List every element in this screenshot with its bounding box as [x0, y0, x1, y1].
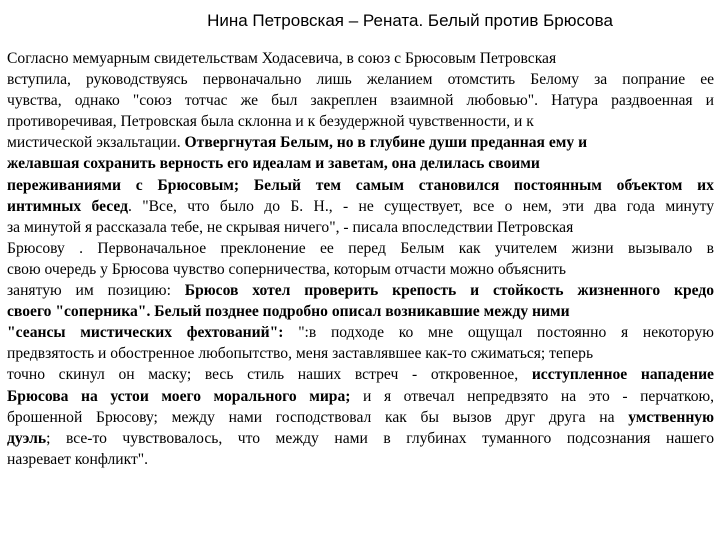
text-line — [7, 407, 714, 428]
text-segment: предвзятость и обостренное любопытство, меня заставлявшее как-то сжиматься; теперь — [7, 345, 594, 363]
slide-title: Нина Петровская – Рената. Белый против Брюсова — [207, 11, 613, 30]
text-line — [7, 259, 714, 280]
text-segment: и я отвечал непредвзято на это - перчаткою, — [350, 387, 714, 405]
bold-text-segment: Брюсов хотел проверить крепость и стойкость жизненного кредо — [184, 282, 714, 300]
text-segment: чувства, однако "союз тотчас же был закреплен взаимной любовью". Натура раздвоенная и — [7, 92, 714, 110]
text-line — [7, 449, 714, 470]
text-line — [7, 301, 714, 322]
text-line — [7, 196, 714, 217]
bold-text-segment: Отвергнутая Белым, но в глубине души преданная ему и — [184, 134, 588, 152]
bold-text-segment: "сеансы мистических фехтований": — [7, 324, 299, 342]
text-segment: за минутой я рассказала тебе, не скрывая ничего", - писала впоследствии Петровская — [7, 218, 574, 236]
text-segment: "Все, что было до Б. Н., - не существует, все о нем, эти два года минуту — [142, 197, 714, 215]
text-line — [7, 343, 714, 364]
text-segment: свою очередь у Брюсова чувство соперничества, которым отчасти можно объяснить — [7, 260, 566, 278]
bold-text-segment: своего "соперника". Белый позднее подробно описал возникавшие между ними — [7, 303, 570, 321]
text-line — [7, 322, 714, 343]
text-line — [7, 280, 714, 301]
bold-text-segment: исступленное нападение — [531, 366, 714, 384]
text-segment: мистической экзальтации. — [7, 134, 185, 152]
bold-text-segment: переживаниями с Брюсовым; Белый тем самым становился постоянным объектом их — [7, 176, 714, 194]
text-line — [7, 48, 714, 69]
text-segment: вступила, руководствуясь первоначально лишь желанием отомстить Белому за попрание ее — [7, 71, 714, 89]
text-segment: занятую им позицию: — [7, 282, 185, 300]
text-line — [7, 69, 714, 90]
text-line — [7, 132, 714, 153]
text-segment: назревает конфликт". — [7, 450, 149, 468]
bold-text-segment: интимных бесед — [7, 197, 128, 215]
bold-text-segment: умственную — [628, 408, 714, 426]
text-line — [7, 175, 714, 196]
bold-text-segment: Брюсова на устои моего морального мира; — [7, 387, 351, 405]
text-line — [7, 364, 714, 385]
text-segment: Согласно мемуарным свидетельствам Ходасевича, в союз с Брюсовым Петровская — [7, 50, 557, 67]
text-line — [7, 90, 714, 111]
bold-text-segment: дуэль — [7, 429, 47, 447]
text-segment: брошенной Брюсову; между нами господствовал как бы вызов друг друга на — [7, 408, 629, 426]
text-segment: ":в подходе ко мне ощущал постоянно я некоторую — [298, 324, 714, 342]
text-segment: противоречивая, Петровская была склонна и к безудержной чувственности, и к — [7, 113, 534, 131]
text-line — [7, 111, 714, 132]
text-line — [7, 428, 714, 449]
text-line — [7, 217, 714, 238]
body-paragraph — [7, 48, 714, 470]
text-line — [7, 153, 714, 174]
text-line — [7, 386, 714, 407]
text-segment: ; все-то чувствовалось, что между нами в глубинах туманного подсознания нашего — [46, 429, 714, 447]
text-line — [7, 238, 714, 259]
text-segment: точно скинул он маску; весь стиль наших встреч - откровенное, — [7, 366, 532, 384]
bold-text-segment: желавшая сохранить верность его идеалам и заветам, она делилась своими — [7, 155, 540, 173]
text-segment: Брюсову . Первоначальное преклонение ее перед Белым как учителем жизни вызывало в — [7, 239, 714, 257]
text-segment: . — [127, 197, 143, 215]
